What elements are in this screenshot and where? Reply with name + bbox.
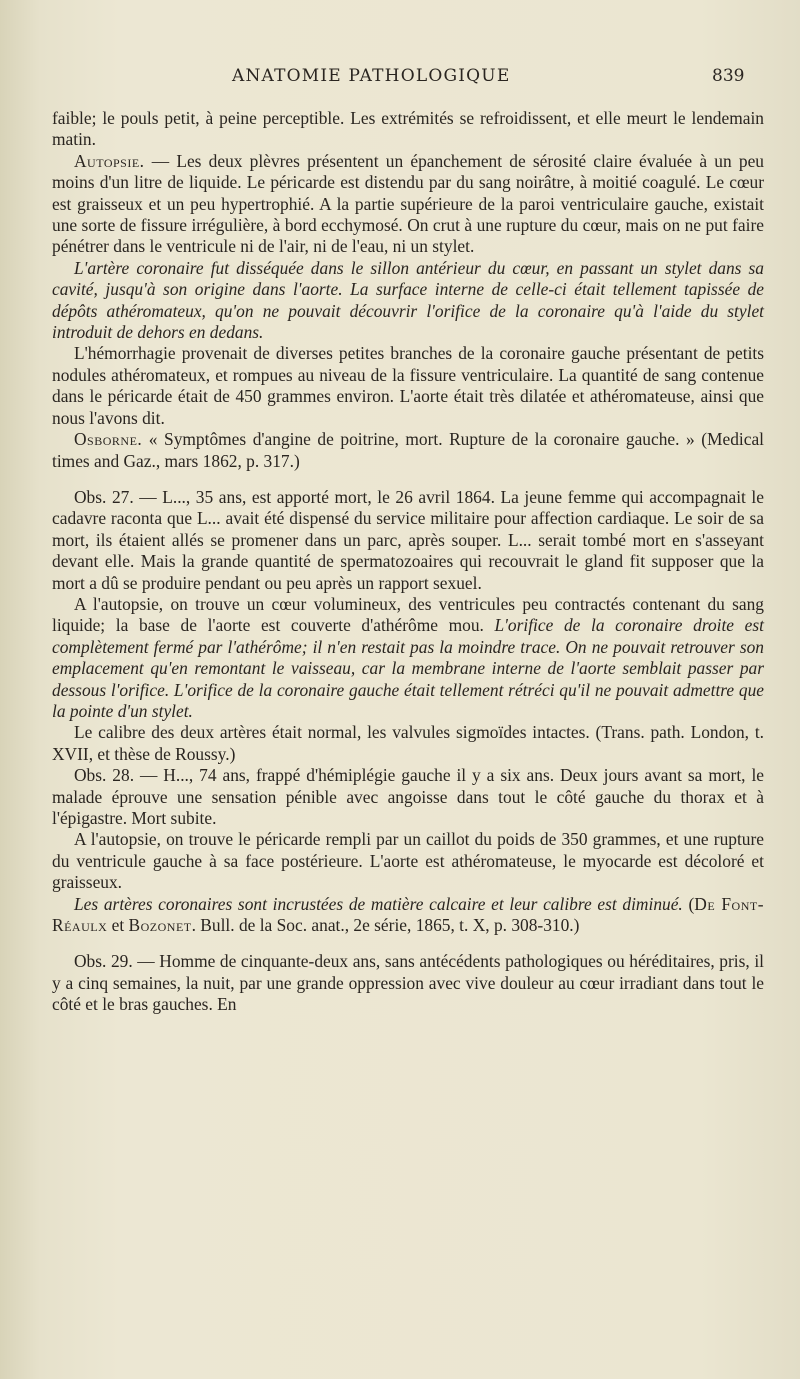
page-number: 839 <box>712 66 745 86</box>
paragraph-obs-28-arteries: Les artères coronaires sont incrustées de matière calcaire et leur calibre est diminué. (De Font-Réaulx et Bozonet. Bull. de la Soc. anat., 2e série, 1865, t. X, p. 308-310.) <box>52 893 764 936</box>
author-name: Osborne. <box>74 429 143 450</box>
body-text <box>52 108 764 1016</box>
paragraph-continuation: faible; le pouls petit, à peine perceptible. Les extrémités se refroidissent, et elle meurt le lendemain matin. <box>52 108 764 150</box>
spacer <box>52 472 764 487</box>
running-title: ANATOMIE PATHOLOGIQUE <box>232 66 511 86</box>
paragraph-osborne: Osborne. « Symptômes d'angine de poitrine, mort. Rupture de la coronaire gauche. » (Medical times and Gaz., mars 1862, p. 317.) <box>52 429 764 471</box>
paragraph-obs-27-caliber: Le calibre des deux artères était normal, les valvules sigmoïdes intactes. (Trans. path. London, t. XVII, et thèse de Roussy.) <box>52 722 764 764</box>
paragraph-obs-27: Obs. 27. — L..., 35 ans, est apporté mort, le 26 avril 1864. La jeune femme qui accompagnait le cadavre raconta que L... avait été dispensé du service militaire pour affection cardiaque. Le soir de sa mort, ils étaient allés se promener dans un parc, après souper. L... serait tombé mort en s'asseyant devant elle. Mais la grande quantité de spermatozoaires qui recouvrait le gland fit supposer que la mort a dû se produire pendant ou peu après un rapport sexuel. <box>52 486 764 593</box>
paragraph-obs-28: Obs. 28. — H..., 74 ans, frappé d'hémiplégie gauche il y a six ans. Deux jours avant sa mort, le malade éprouve une sensation pénible avec angoisse dans tout le côté gauche du thorax et à l'épigastre. Mort subite. <box>52 765 764 828</box>
run-in-heading: Autopsie. <box>74 150 145 171</box>
paragraph-obs-28-autopsy: A l'autopsie, on trouve le péricarde rempli par un caillot du poids de 350 grammes, et une rupture du ventricule gauche à sa face postérieure. L'aorte est athéromateuse, le myocarde est décoloré et graisseux. <box>52 829 764 893</box>
page-header <box>0 66 800 96</box>
paragraph-italic-coronary: L'artère coronaire fut disséquée dans le sillon antérieur du cœur, en passant un stylet dans sa cavité, jusqu'à son origine dans l'aorte. La surface interne de celle-ci était tellement tapissée de dépôts athéromateux, qu'on ne pouvait découvrir l'orifice de la coronaire qu'à l'aide du stylet introduit de dehors en dedans. <box>52 257 764 343</box>
paragraph-autopsie: Autopsie. — Les deux plèvres présentent un épanchement de sérosité claire évaluée à un peu moins d'un litre de liquide. Le péricarde est distendu par du sang noirâtre, à moitié coagulé. Le cœur est graisseux et un peu hypertrophié. A la partie supérieure de la paroi ventriculaire gauche, existait une sorte de fissure irrégulière, à bord ecchymosé. On crut à une rupture du cœur, mais on ne put faire pénétrer dans le ventricule ni de l'air, ni de l'eau, ni un stylet. <box>52 150 764 257</box>
paragraph-hemorrhage: L'hémorrhagie provenait de diverses petites branches de la coronaire gauche présentant de petits nodules athéromateux, et rompues au niveau de la fissure ventriculaire. La quantité de sang contenue dans le péricarde était de 450 grammes environ. L'aorte était très dilatée et athéromateuse, ainsi que nous l'avons dit. <box>52 343 764 428</box>
spacer <box>52 936 764 951</box>
paragraph-obs-29: Obs. 29. — Homme de cinquante-deux ans, sans antécédents pathologiques ou héréditaires, pris, il y a cinq semaines, la nuit, par une grande oppression avec vive douleur au cœur irradiant dans tout le côté et le bras gauches. En <box>52 951 764 1015</box>
paragraph-obs-27-autopsy: A l'autopsie, on trouve un cœur volumineux, des ventricules peu contractés contenant du sang liquide; la base de l'aorte est couverte d'athérôme mou. L'orifice de la coronaire droite est complètement fermé par l'athérôme; il n'en restait pas la moindre trace. On ne pouvait retrouver son emplacement qu'en remontant le vaisseau, car la membrane interne de l'aorte semblait passer par dessous l'orifice. L'orifice de la coronaire gauche était tellement rétréci qu'il ne pouvait admettre que la pointe d'un stylet. <box>52 593 764 721</box>
